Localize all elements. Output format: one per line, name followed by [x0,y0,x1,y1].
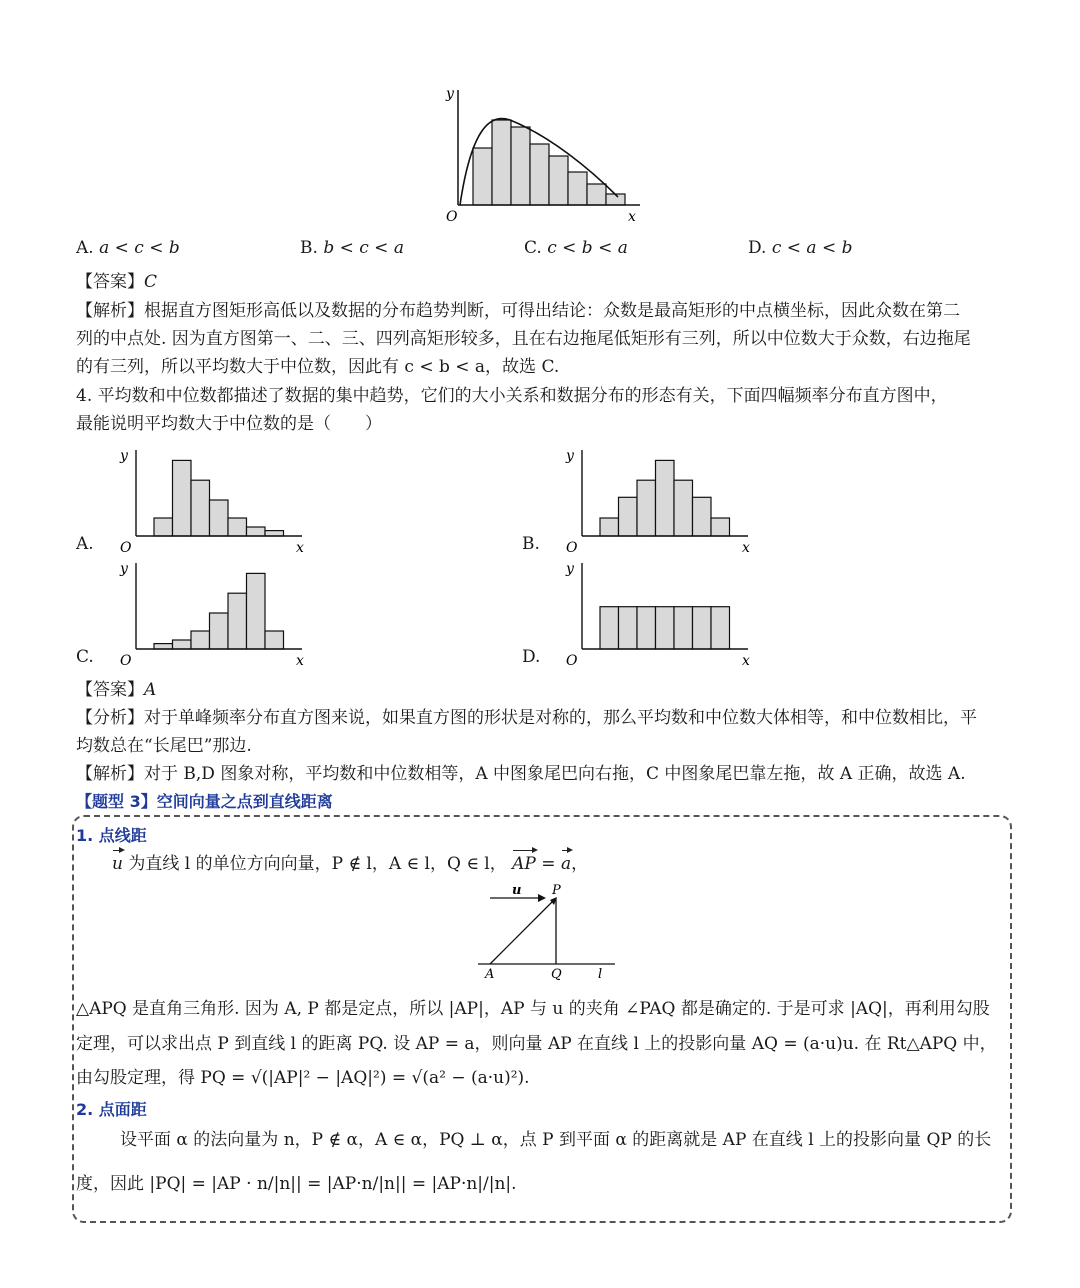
q4-answer: 【答案】A [76,680,157,700]
option-expr: c < a < b [771,238,853,258]
part2-line-2: 度，因此 |PQ| = |AP · n/|n|| = |AP·n/|n|| = |AP·n|/|n|. [76,1174,517,1194]
part2-line-1: 设平面 α 的法向量为 n，P ∉ α，A ∈ α，PQ ⊥ α，点 P 到平面 α 的距离就是 AP 在直线 l 上的投影向量 QP 的长 [120,1130,992,1150]
q3-option-d[interactable] [748,238,853,258]
histogram-bar [210,500,229,536]
point-line-diagram [470,884,620,984]
q4-option-c-label[interactable]: C. [76,647,94,667]
q4-analysis-line-1: 【分析】对于单峰频率分布直方图来说，如果直方图的形状是对称的，那么平均数和中位数大体相等，和中位数相比，平 [76,708,977,728]
histogram-bar [656,607,675,649]
q-label: Q [551,967,562,982]
histogram-bar [191,631,210,649]
q4-histogram-c[interactable] [114,559,314,669]
histogram-bar [154,518,173,536]
origin-label: O [446,209,458,224]
histogram-bar [228,593,247,649]
x-axis-label: x [296,653,304,669]
q3-explanation-line-3: 的有三列，所以平均数大于中位数，因此有 c < b < a，故选 C. [76,357,560,377]
histogram-bar [511,127,530,205]
a-label: A [485,967,495,982]
y-axis-label: y [566,561,574,577]
option-letter: A. [76,238,94,258]
q3-answer: 【答案】C [76,272,158,292]
histogram-bar [637,607,656,649]
histogram-bar [674,480,693,536]
option-expr: b < c < a [323,238,404,258]
option-letter: B. [300,238,318,258]
option-expr: a < c < b [99,238,180,258]
origin-label: O [120,540,132,556]
u-vector-symbol: u [112,854,123,874]
q4-histogram-a[interactable] [114,446,314,556]
histogram-bar [549,156,568,205]
origin-label: O [566,540,578,556]
histogram-bar [619,607,638,649]
q4-question-line-1: 4. 平均数和中位数都描述了数据的集中趋势，它们的大小关系和数据分布的形态有关，下面四幅频率分布直方图中， [76,386,948,406]
histogram-bar [473,148,492,205]
origin-label: O [120,653,132,669]
y-axis-label: y [566,448,574,464]
part1-line-1: △APQ 是直角三角形. 因为 A, P 都是定点，所以 |AP|，AP 与 u 的夹角 ∠PAQ 都是确定的. 于是可求 |AQ|，再利用勾股 [76,999,990,1019]
histogram-bar [568,172,587,205]
histogram-bar [711,607,730,649]
x-axis-label: x [742,653,750,669]
section-title: 【题型 3】空间向量之点到直线距离 [76,792,333,811]
q3-histogram-chart [440,84,650,224]
histogram-bar [600,607,619,649]
q4-analysis-line-2: 均数总在“长尾巴”那边. [76,736,252,756]
option-letter: C. [524,238,542,258]
q4-explanation: 【解析】对于 B,D 图象对称，平均数和中位数相等，A 中图象尾巴向右拖，C 中图象尾巴靠左拖，故 A 正确，故选 A. [76,764,966,784]
histogram-bar [154,644,173,649]
histogram-bar [228,518,247,536]
q4-option-d-label[interactable]: D. [522,647,541,667]
histogram-bar [210,613,229,649]
histogram-bar [600,518,619,536]
y-axis-label: y [446,86,454,102]
l-label: l [598,967,603,982]
part1-intro: u 为直线 l 的单位方向向量，P ∉ l，A ∈ l，Q ∈ l， AP = a， [112,854,589,874]
histogram-bar [606,194,625,205]
x-axis-label: x [742,540,750,556]
histogram-bar [173,460,192,536]
y-axis-label: y [120,448,128,464]
q3-option-b[interactable] [300,238,404,258]
q3-explanation-line-1: 【解析】根据直方图矩形高低以及数据的分布趋势判断，可得出结论：众数是最高矩形的中点横坐标，因此众数在第二 [76,301,960,321]
histogram-bar [711,518,730,536]
histogram-bar [587,184,606,205]
part2-heading: 2. 点面距 [76,1100,147,1119]
histogram-bar [247,573,266,649]
histogram-bar [265,531,284,536]
origin-label: O [566,653,578,669]
histogram-bar [247,527,266,536]
histogram-bar [637,480,656,536]
part1-heading: 1. 点线距 [76,826,147,845]
histogram-bar [619,497,638,536]
q4-question-line-2: 最能说明平均数大于中位数的是（ ） [76,414,382,434]
ap-vector-symbol: AP [512,854,536,874]
histogram-bar [693,607,712,649]
p-label: P [552,884,561,898]
u-label: u [512,884,522,898]
histogram-bar [492,120,511,205]
x-axis-label: x [628,209,636,224]
part1-line-3: 由勾股定理，得 PQ = √(|AP|² − |AQ|²) = √(a² − (a·u)²). [76,1068,530,1088]
q3-explanation-line-2: 列的中点处. 因为直方图第一、二、三、四列高矩形较多，且在右边拖尾低矩形有三列，所以中位数大于众数，右边拖尾 [76,329,971,349]
q4-option-b-label[interactable]: B. [522,534,540,554]
option-letter: D. [748,238,767,258]
histogram-bar [530,144,549,205]
histogram-bar [693,497,712,536]
option-expr: c < b < a [547,238,628,258]
q3-option-a[interactable] [76,238,180,258]
q3-option-c[interactable] [524,238,628,258]
a-vector-symbol: a [560,854,572,874]
histogram-bar [674,607,693,649]
histogram-bar [173,640,192,649]
histogram-bar [656,460,675,536]
y-axis-label: y [120,561,128,577]
histogram-bar [191,480,210,536]
part1-line-2: 定理，可以求出点 P 到直线 l 的距离 PQ. 设 AP = a，则向量 AP 在直线 l 上的投影向量 AQ = (a·u)u. 在 Rt△APQ 中， [76,1034,997,1054]
histogram-bar [265,631,284,649]
q4-option-a-label[interactable]: A. [76,534,94,554]
q4-histogram-b[interactable] [560,446,760,556]
q4-histogram-d[interactable] [560,559,760,669]
x-axis-label: x [296,540,304,556]
